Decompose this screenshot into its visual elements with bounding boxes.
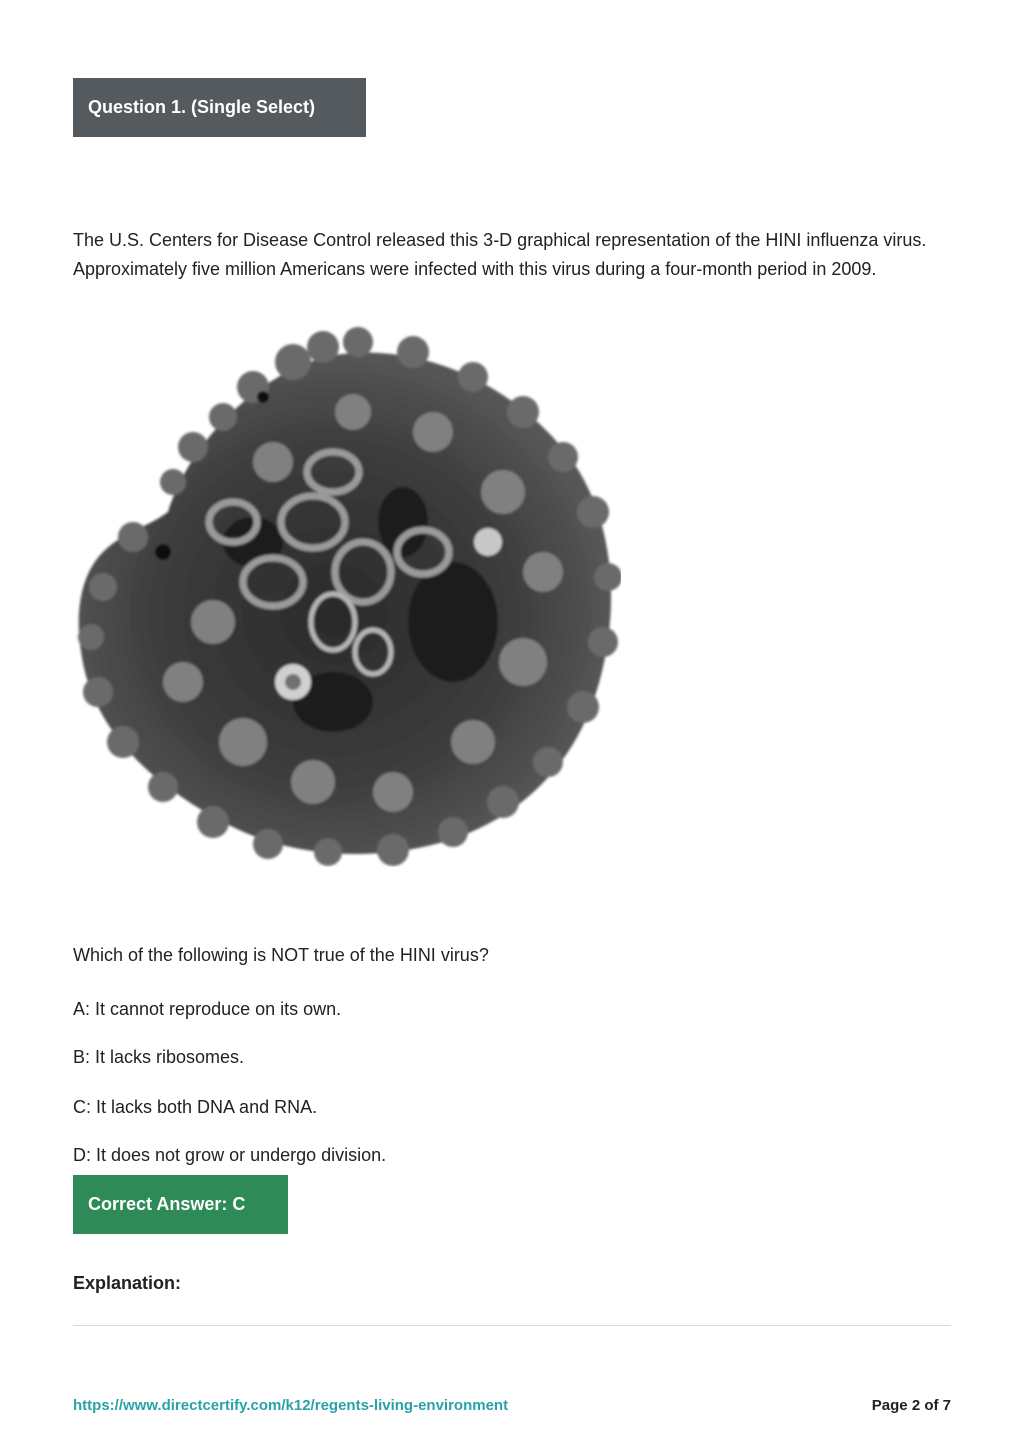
option-a[interactable]: A: It cannot reproduce on its own. xyxy=(73,999,342,1019)
footer-url-link[interactable]: https://www.directcertify.com/k12/regents-living-environment xyxy=(73,1397,509,1414)
explanation-label: Explanation: xyxy=(73,1273,182,1293)
correct-answer-badge: Correct Answer: C xyxy=(73,1175,288,1234)
virus-image xyxy=(73,322,621,867)
option-d[interactable]: D: It does not grow or undergo division. xyxy=(73,1145,387,1165)
page-number: Page 2 of 7 xyxy=(871,1397,951,1414)
question-header: Question 1. (Single Select) xyxy=(73,78,366,137)
question-prompt: Which of the following is NOT true of the HINI virus? xyxy=(73,945,489,965)
footer-divider xyxy=(73,1325,951,1326)
question-stem: The U.S. Centers for Disease Control released this 3-D graphical representation of the HINI influenza virus. Approximately five million Americans were infected with this virus during a four-month period in 2009. xyxy=(73,230,927,279)
option-b[interactable]: B: It lacks ribosomes. xyxy=(73,1047,245,1067)
option-c[interactable]: C: It lacks both DNA and RNA. xyxy=(73,1097,318,1117)
